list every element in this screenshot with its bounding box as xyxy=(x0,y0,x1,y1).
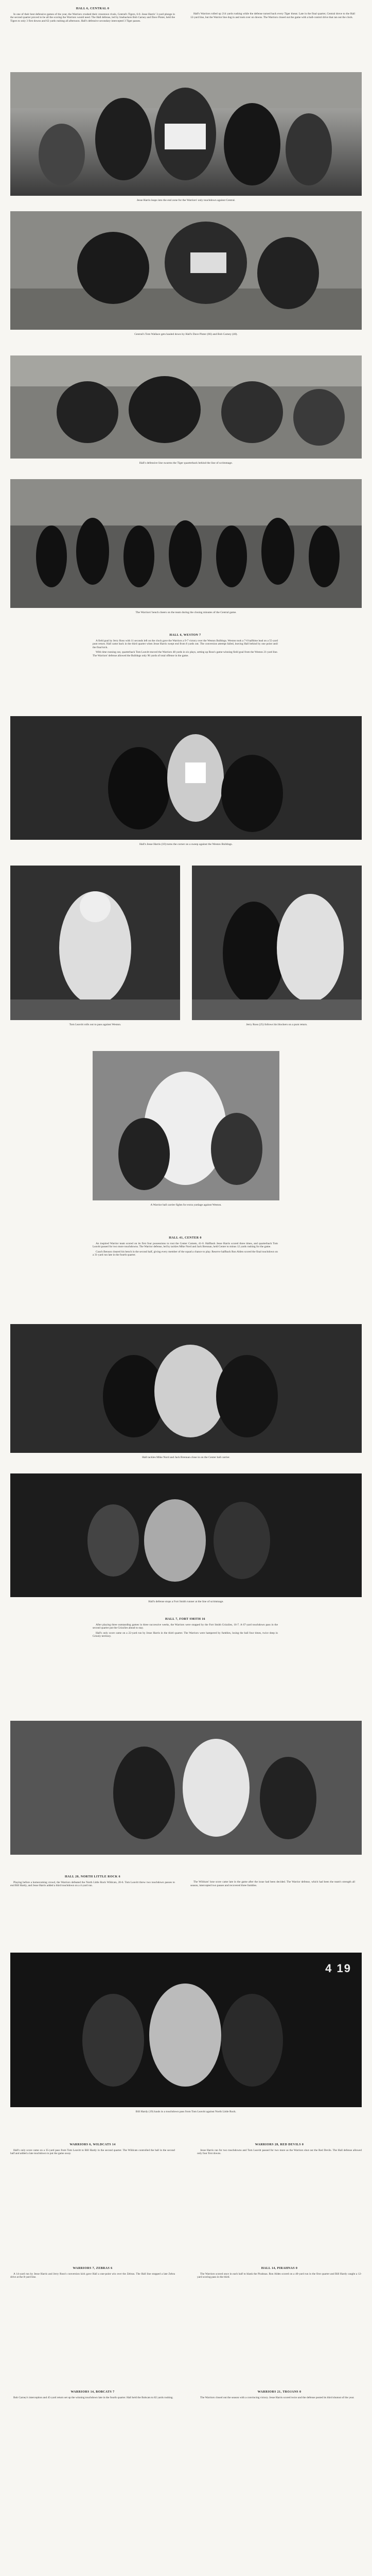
section-paragraph: Coach Benson cleared his bench in the second half, giving every member of the squad a chance to play. Reserve halfback Ron Alden scored the final touchdown on a 31-yard run late in the fourth quarter. xyxy=(93,1250,278,1257)
section-column xyxy=(93,1618,278,1640)
record-heading: WARRIORS 6, WILDCATS 14 xyxy=(69,2143,116,2146)
football-photo xyxy=(10,72,362,196)
section-paragraph: Playing before a homecoming crowd, the Warriors defeated the North Little Rock Wildcats, 20-6. Tom Leavitt threw two touchdown passes to end Bill Hardy, and Jesse Harris added a third touchdown on a 4-yard run. xyxy=(10,1880,175,1888)
record-heading: WARRIORS 7, ZEBRAS 6 xyxy=(73,2267,113,2270)
football-photo xyxy=(93,1051,279,1200)
section-paragraph: Hall's Warriors rolled up 214 yards rushing while the defense turned back every Tiger threat. Late in the final quarter, Central drove to the Hall 12-yard line, but the Warrior line dug in and took over on downs. The Warriors closed out the game with a ball-control drive that ran out the clock. xyxy=(190,12,355,19)
section-column xyxy=(190,1880,355,1889)
football-photo xyxy=(10,1473,362,1597)
record-text: Bob Carney's interception and 45-yard return set up the winning touchdown late in the fourth quarter. Hall held the Bobcats to 82 yards rushing. xyxy=(13,2396,173,2399)
record-heading: WARRIORS 28, RED DEVILS 0 xyxy=(255,2143,304,2146)
football-photo xyxy=(10,866,180,1020)
football-photo xyxy=(10,211,362,330)
photo-caption: The Warriors' bench cheers on the team during the closing minutes of the Central game. xyxy=(135,611,237,614)
record-text: The Warriors closed out the season with a convincing victory. Jesse Harris scored twice and the defense posted its third shutout of the year. xyxy=(200,2396,355,2399)
section-heading: HALL 20, NORTH LITTLE ROCK 6 xyxy=(64,1875,120,1878)
football-photo xyxy=(10,716,362,840)
football-photo xyxy=(10,1324,362,1453)
record-heading: WARRIORS 21, TROJANS 0 xyxy=(257,2391,302,2394)
record-block xyxy=(10,2143,175,2157)
photo-caption: Jerry Ross (25) follows his blockers on a punt return. xyxy=(246,1023,308,1026)
section-heading: HALL 6, WESTON 7 xyxy=(169,634,201,637)
section-paragraph: The Wildcats' lone score came late in the game after the issue had been decided. The Warrior defense, which had been the team's strength all season, intercepted two passes and recovered three fumbles. xyxy=(190,1880,355,1887)
record-block xyxy=(197,2391,362,2401)
section-paragraph: A field goal by Jerry Ross with 11 seconds left on the clock gave the Warriors a 9-7 victory over the Weston Bulldogs. Weston took a 7-0 halftime lead on a 55-yard punt return. Hall came back in the third quarter when Jesse Harris swept end from 8 yards out. The conversion attempt failed, leaving Hall behind by one point until the final kick. xyxy=(93,639,278,649)
photo-caption: Central's Tom Wallace gets hauled down by Hall's Dave Pinter (66) and Bob Carney (40). xyxy=(134,333,238,336)
section-paragraph: With time running out, quarterback Tom Leavitt moved the Warriors 48 yards in six plays, setting up Ross's game-winning field goal from the Weston 21-yard line. The Warriors' defense allowed the Bulldogs only 96 yards of total offense in the game. xyxy=(93,651,278,657)
record-block xyxy=(197,2267,362,2281)
section-column xyxy=(93,634,278,659)
record-text: The Warriors scored once in each half to blank the Pirahnas. Ron Alden scored on a 40-yard run in the first quarter and Bill Hardy caught a 12-yard scoring pass in the third. xyxy=(197,2272,362,2279)
record-text: Jesse Harris ran for two touchdowns and Tom Leavitt passed for two more as the Warriors shut out the Red Devils. The Hall defense allowed only four first downs. xyxy=(197,2148,362,2156)
photo-caption: Hall's Jesse Harris (10) turns the corner on a sweep against the Weston Bulldogs. xyxy=(139,843,233,846)
photo-caption: Hall tackles Mike Nord and Jack Brennan close in on the Center ball carrier. xyxy=(142,1456,230,1459)
section-heading: HALL 6, CENTRAL 0 xyxy=(76,7,110,10)
football-photo xyxy=(10,1721,362,1855)
section-heading: HALL 7, FORT SMITH 16 xyxy=(165,1618,205,1621)
photo-caption: Hall's defensive line swarms the Tiger quarterback behind the line of scrimmage. xyxy=(139,462,233,465)
football-photo xyxy=(10,479,362,608)
record-text: Hall's only score came on a 35-yard pass from Tom Leavitt to Bill Hardy in the second quarter. The Wildcats controlled the ball in the second half and added a late touchdown to put the game away. xyxy=(10,2148,175,2156)
section-column xyxy=(10,7,175,24)
section-column xyxy=(93,1236,278,1259)
football-photo xyxy=(10,1953,362,2107)
photo-caption: Jesse Harris leaps into the end zone for the Warriors' only touchdown against Central. xyxy=(136,199,236,202)
scoreboard-text: 4 19 xyxy=(325,1962,351,1975)
record-block xyxy=(10,2391,175,2401)
football-photo xyxy=(192,866,362,1020)
photo-caption: A Warrior ball carrier fights for extra yardage against Weston. xyxy=(150,1204,222,1207)
section-paragraph: After playing three outstanding games in three successive weeks, the Warriors were stopped by the Fort Smith Grizzlies, 16-7. A 67-yard touchdown pass in the second quarter put the Grizzlies ahead to stay. xyxy=(93,1623,278,1630)
section-column xyxy=(10,1875,175,1889)
photo-caption: Tom Leavitt rolls out to pass against Weston. xyxy=(69,1023,121,1026)
section-paragraph: In one of their best defensive games of the year, the Warriors crushed their crosstown rivals, Central's Tigers, 6-0. Jesse Harris' 3-yard plunge in the second quarter proved to be all the scoring the Warriors would need. The Hall defense, led by linebackers Bob Carney and Dave Pinter, held the Tigers to only 3 first downs and 62 yards rushing all afternoon. Hall's defensive secondary intercepted 3 Tiger passes. xyxy=(10,12,175,23)
record-block xyxy=(10,2267,175,2281)
photo-caption: Bill Hardy (19) hauls in a touchdown pass from Tom Leavitt against North Little Rock. xyxy=(135,2110,237,2113)
section-heading: HALL 41, CENTER 0 xyxy=(169,1236,202,1240)
section-paragraph: Hall's only score came on a 22-yard run by Jesse Harris in the third quarter. The Warriors were hampered by fumbles, losing the ball four times, twice deep in Grizzly territory. xyxy=(93,1631,278,1638)
section-column xyxy=(190,12,355,21)
record-block xyxy=(197,2143,362,2157)
football-photo xyxy=(10,355,362,459)
record-text: A 14-yard run by Jesse Harris and Jerry Ross's conversion kick gave Hall a one-point win over the Zebras. The Hall line stopped a late Zebra drive at the 8-yard line. xyxy=(10,2272,175,2279)
section-paragraph: An inspired Warrior team scored on its first four possessions to rout the Center Comets, 41-0. Halfback Jesse Harris scored three times, and quarterback Tom Leavitt passed for two more touchdowns. The Warrior defense, led by tackles Mike Nord and Jack Brennan, held Center to minus 12 yards rushing for the game. xyxy=(93,1242,278,1249)
record-heading: WARRIORS 14, BOBCATS 7 xyxy=(70,2391,115,2394)
photo-caption: Hall's defense stops a Fort Smith runner at the line of scrimmage. xyxy=(148,1600,224,1603)
record-heading: HALL 14, PIRAHNAS 0 xyxy=(261,2267,298,2270)
